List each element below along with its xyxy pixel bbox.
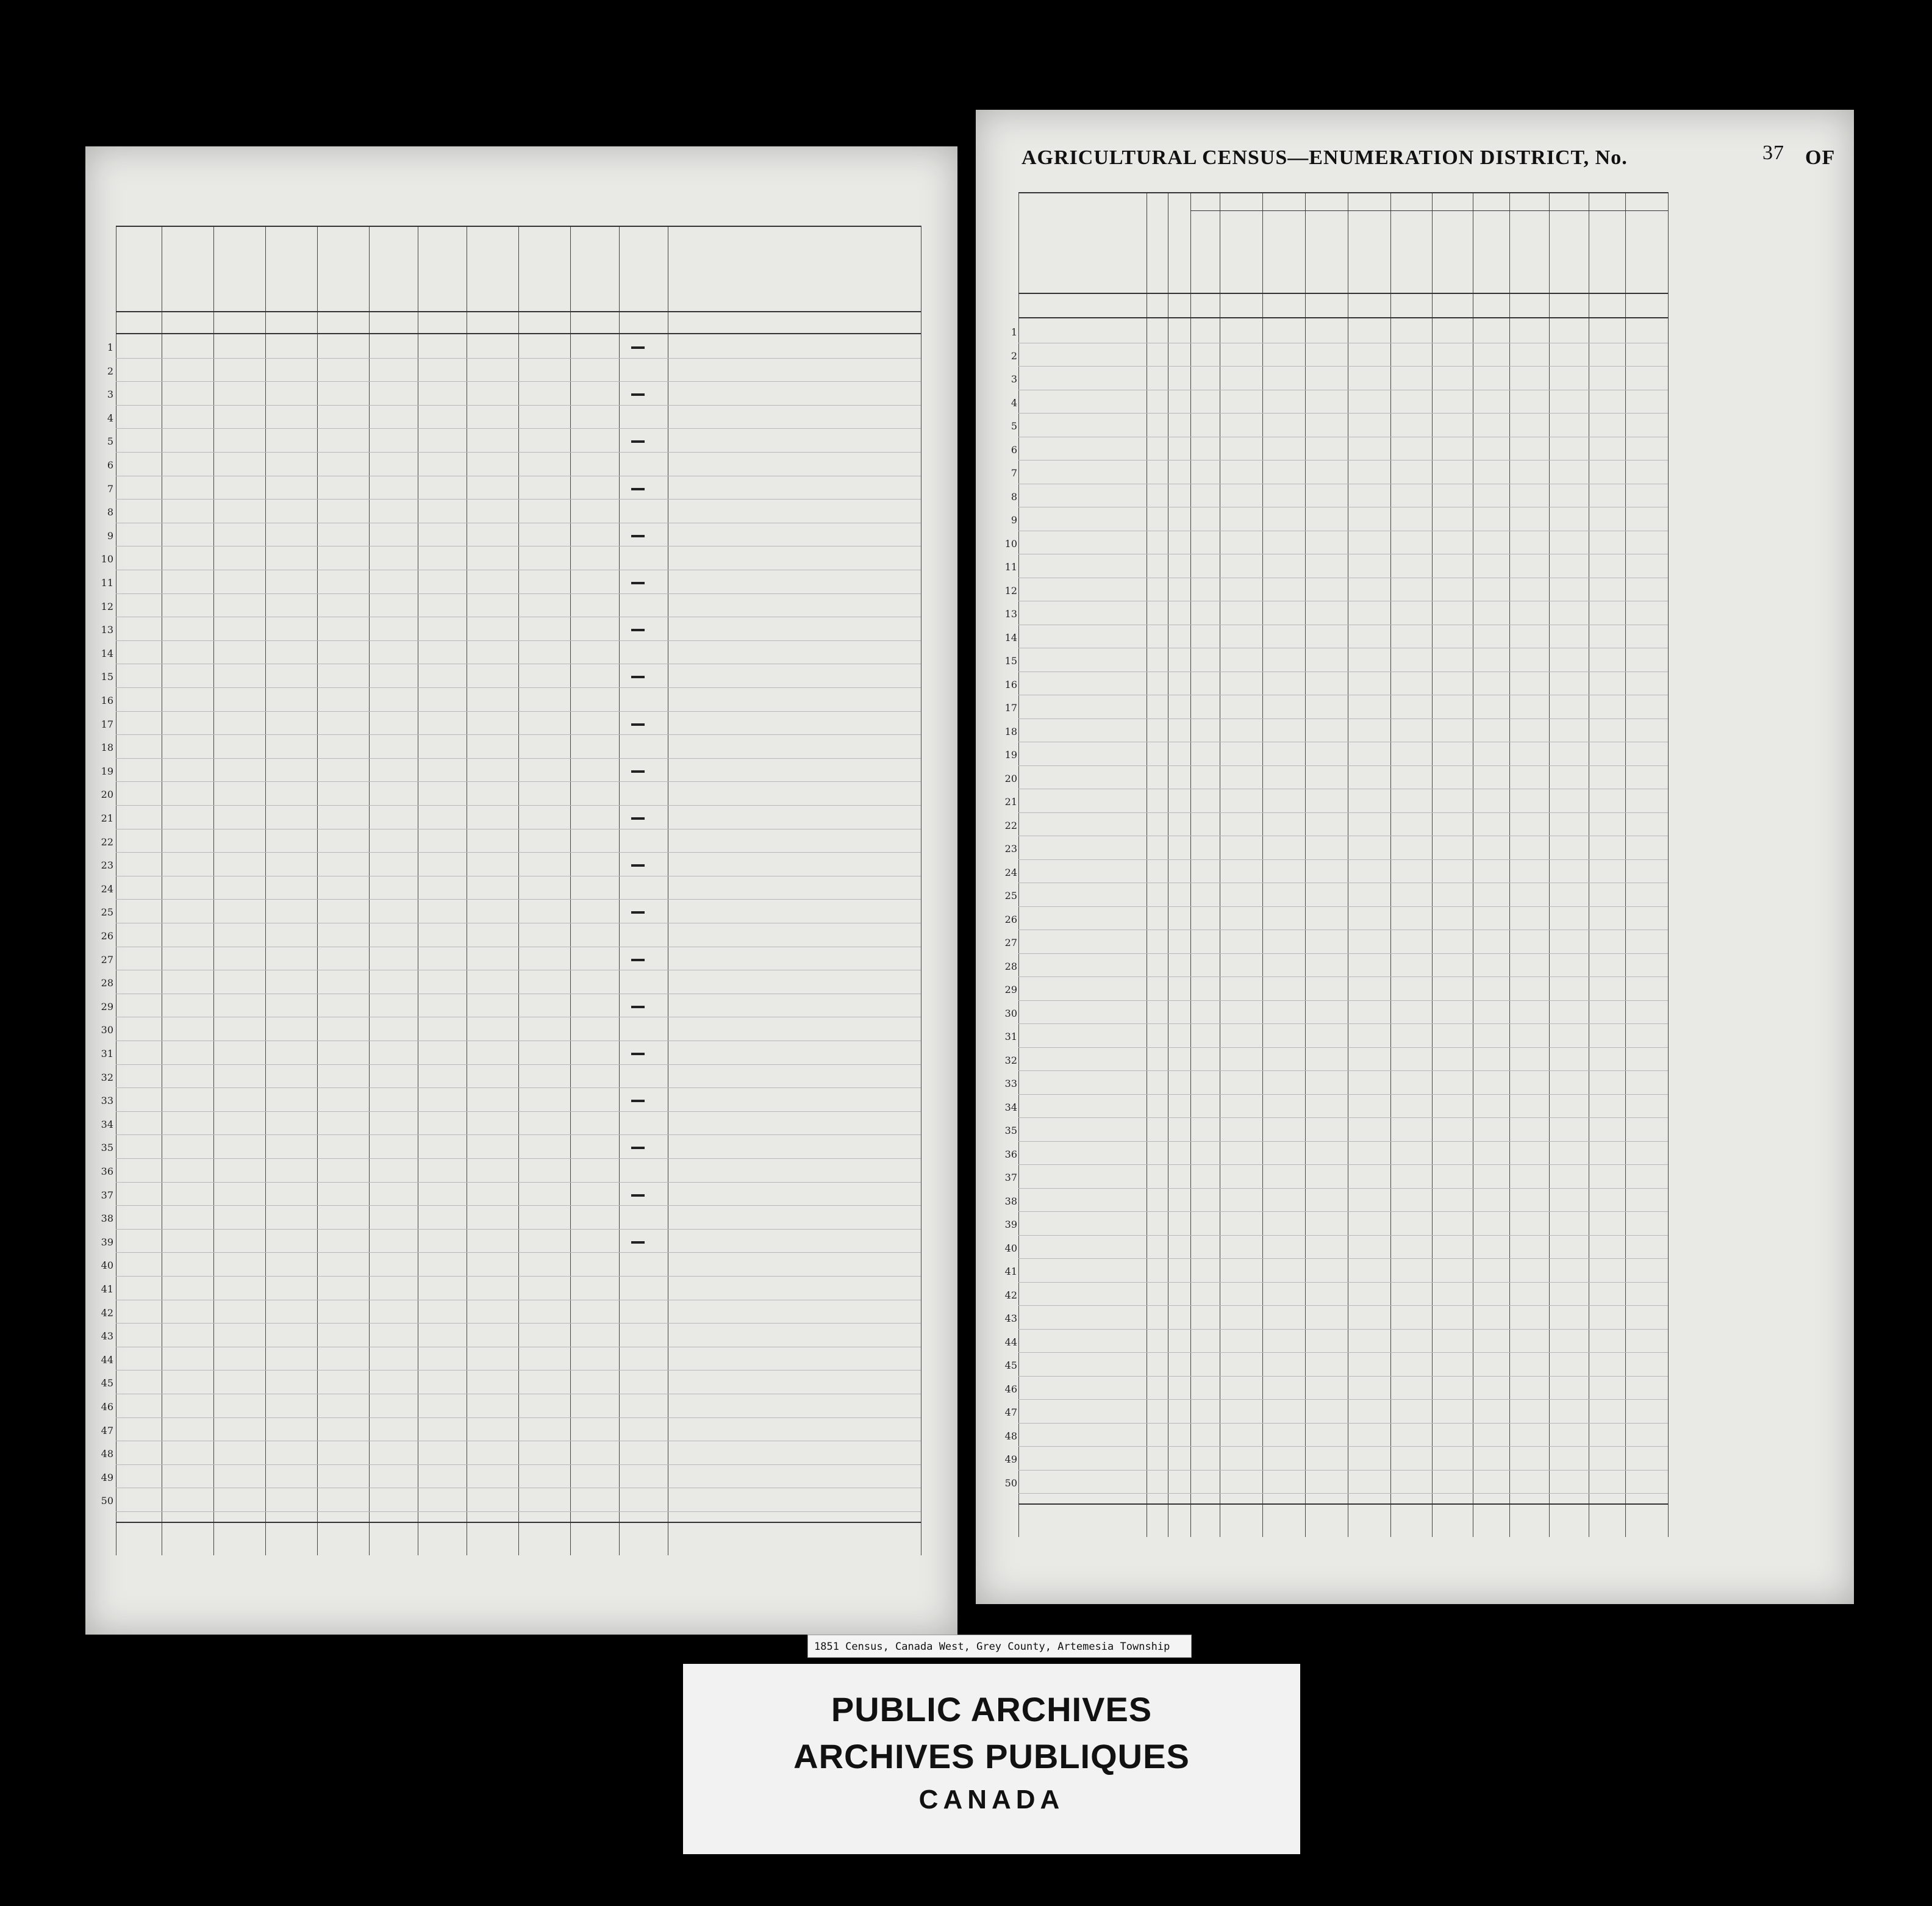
- column-rule: [369, 226, 370, 1555]
- row-rule: [1018, 1023, 1668, 1024]
- left-census-page: [85, 146, 957, 1635]
- row-rule: [1018, 413, 1668, 414]
- row-rule: [1018, 765, 1668, 766]
- row-rule: [1018, 1094, 1668, 1095]
- row-number: 1: [1011, 326, 1017, 338]
- row-number: 44: [101, 1353, 113, 1366]
- row-rule: [116, 1111, 921, 1112]
- row-number: 16: [1004, 678, 1017, 690]
- row-number: 4: [1011, 396, 1017, 409]
- row-rule: [1018, 812, 1668, 813]
- fish-tally-mark: [631, 393, 645, 396]
- row-rule: [1018, 1352, 1668, 1353]
- row-rule: [116, 1323, 921, 1324]
- row-number: 34: [101, 1118, 113, 1130]
- row-rule: [1018, 1399, 1668, 1400]
- row-number: 41: [1004, 1266, 1017, 1277]
- row-number: 50: [1004, 1477, 1017, 1489]
- row-number: 6: [107, 459, 113, 471]
- row-rule: [1018, 953, 1668, 954]
- archive-stamp-card: [683, 1664, 1300, 1854]
- totals-rule: [116, 1522, 921, 1523]
- row-number: 23: [101, 859, 113, 872]
- row-rule: [116, 358, 921, 359]
- header-rule: [1190, 210, 1668, 211]
- fish-tally-mark: [631, 582, 645, 584]
- row-rule: [1018, 1376, 1668, 1377]
- fish-tally-mark: [631, 959, 645, 961]
- fish-tally-mark: [631, 1100, 645, 1102]
- row-number: 24: [101, 883, 113, 895]
- row-rule: [1018, 1211, 1668, 1212]
- row-number: 17: [101, 718, 113, 730]
- row-rule: [1018, 1470, 1668, 1471]
- row-number: 13: [1004, 608, 1017, 620]
- row-number: 37: [101, 1189, 113, 1201]
- archive-line-3: CANADA: [918, 1785, 1065, 1815]
- row-rule: [116, 1464, 921, 1465]
- row-number: 33: [101, 1095, 113, 1107]
- row-rule: [1018, 906, 1668, 907]
- row-rule: [116, 711, 921, 712]
- column-rule: [1190, 192, 1191, 1537]
- fish-tally-mark: [631, 629, 645, 631]
- row-number: 5: [1011, 420, 1017, 432]
- row-number: 22: [101, 836, 113, 848]
- row-number: 44: [1004, 1336, 1017, 1348]
- row-rule: [116, 852, 921, 853]
- fish-tally-mark: [631, 440, 645, 443]
- fish-tally-mark: [631, 346, 645, 349]
- row-rule: [1018, 1047, 1668, 1048]
- row-number: 11: [101, 577, 113, 589]
- row-rule: [116, 781, 921, 782]
- fish-tally-mark: [631, 817, 645, 820]
- column-rule: [265, 226, 266, 1555]
- fish-tally-mark: [631, 1194, 645, 1197]
- right-census-page: [976, 110, 1854, 1604]
- row-number: 40: [101, 1259, 113, 1272]
- row-number: 30: [1004, 1007, 1017, 1019]
- column-rule: [1509, 192, 1510, 1537]
- row-number: 42: [101, 1306, 113, 1319]
- header-rule: [1018, 293, 1668, 294]
- row-number: 39: [101, 1236, 113, 1248]
- row-number: 35: [1004, 1125, 1017, 1136]
- archive-line-2: ARCHIVES PUBLIQUES: [793, 1737, 1190, 1775]
- row-number: 5: [107, 435, 113, 448]
- row-number: 21: [101, 812, 113, 824]
- row-rule: [1018, 1329, 1668, 1330]
- row-number: 43: [101, 1330, 113, 1342]
- row-rule: [116, 1511, 921, 1512]
- row-rule: [1018, 1305, 1668, 1306]
- row-number: 19: [101, 765, 113, 777]
- fish-tally-mark: [631, 676, 645, 678]
- row-number: 31: [101, 1048, 113, 1059]
- row-number: 18: [1004, 725, 1017, 737]
- row-rule: [1018, 1493, 1668, 1494]
- fish-tally-mark: [631, 535, 645, 537]
- row-number: 15: [1004, 655, 1017, 667]
- row-number: 42: [1004, 1289, 1017, 1301]
- row-number: 18: [101, 742, 113, 754]
- row-number: 2: [1011, 349, 1017, 362]
- row-number: 48: [1004, 1430, 1017, 1442]
- row-rule: [116, 640, 921, 641]
- row-rule: [116, 499, 921, 500]
- column-rule: [570, 226, 571, 1555]
- row-number: 38: [1004, 1195, 1017, 1207]
- row-number: 49: [1004, 1453, 1017, 1465]
- row-rule: [116, 805, 921, 806]
- row-number: 14: [101, 647, 113, 659]
- fish-tally-mark: [631, 911, 645, 914]
- row-number: 34: [1004, 1101, 1017, 1113]
- row-rule: [1018, 1117, 1668, 1118]
- row-rule: [116, 1087, 921, 1088]
- row-rule: [1018, 718, 1668, 719]
- fish-tally-mark: [631, 770, 645, 773]
- column-rule: [518, 226, 519, 1555]
- row-number: 10: [1004, 537, 1017, 550]
- row-number: 31: [1004, 1031, 1017, 1042]
- fish-tally-mark: [631, 723, 645, 726]
- header-rule: [1018, 192, 1668, 193]
- row-rule: [1018, 1282, 1668, 1283]
- row-number: 36: [1004, 1148, 1017, 1160]
- row-number: 32: [101, 1071, 113, 1083]
- row-number: 20: [1004, 772, 1017, 784]
- row-number: 35: [101, 1142, 113, 1154]
- column-rule: [1305, 192, 1306, 1537]
- row-number: 6: [1011, 443, 1017, 456]
- row-rule: [1018, 1446, 1668, 1447]
- column-rule: [1549, 192, 1550, 1537]
- row-number: 7: [1011, 467, 1017, 479]
- row-rule: [1018, 1070, 1668, 1071]
- header-rule: [116, 333, 921, 334]
- row-number: 40: [1004, 1242, 1017, 1254]
- row-rule: [1018, 1258, 1668, 1259]
- row-number: 33: [1004, 1078, 1017, 1089]
- page-title: AGRICULTURAL CENSUS—ENUMERATION DISTRICT, No.: [1021, 146, 1628, 169]
- row-number: 1: [107, 342, 113, 353]
- row-number: 20: [101, 789, 113, 801]
- row-rule: [116, 1276, 921, 1277]
- row-rule: [116, 593, 921, 594]
- row-rule: [1018, 1188, 1668, 1189]
- row-rule: [1018, 1235, 1668, 1236]
- row-number: 27: [101, 953, 113, 966]
- row-number: 24: [1004, 866, 1017, 878]
- row-rule: [1018, 1000, 1668, 1001]
- row-rule: [116, 1134, 921, 1135]
- column-rule: [317, 226, 318, 1555]
- fish-tally-mark: [631, 1006, 645, 1008]
- row-number: 46: [1004, 1383, 1017, 1395]
- row-rule: [116, 1417, 921, 1418]
- row-number: 50: [101, 1495, 113, 1507]
- row-number: 48: [101, 1448, 113, 1460]
- row-number: 45: [1004, 1360, 1017, 1371]
- row-number: 36: [101, 1166, 113, 1177]
- row-number: 3: [107, 389, 113, 401]
- page-of: OF: [1805, 146, 1836, 169]
- column-rule: [1018, 192, 1019, 1537]
- row-number: 8: [1011, 490, 1017, 503]
- row-rule: [116, 1064, 921, 1065]
- row-number: 22: [1004, 819, 1017, 831]
- row-number: 12: [101, 600, 113, 612]
- row-number: 3: [1011, 373, 1017, 385]
- row-rule: [116, 1229, 921, 1230]
- page-number: 37: [1762, 142, 1784, 164]
- fish-tally-mark: [631, 1241, 645, 1244]
- row-number: 41: [101, 1283, 113, 1295]
- row-number: 26: [101, 930, 113, 942]
- row-number: 28: [1004, 960, 1017, 972]
- row-number: 25: [101, 906, 113, 919]
- row-number: 32: [1004, 1054, 1017, 1066]
- column-rule: [1390, 192, 1391, 1537]
- row-number: 16: [101, 695, 113, 706]
- row-number: 38: [101, 1213, 113, 1225]
- row-rule: [116, 381, 921, 382]
- fish-tally-mark: [631, 864, 645, 867]
- row-rule: [116, 1182, 921, 1183]
- row-number: 47: [101, 1424, 113, 1436]
- row-number: 12: [1004, 584, 1017, 597]
- row-number: 29: [101, 1000, 113, 1012]
- row-number: 9: [107, 529, 113, 542]
- row-rule: [116, 1158, 921, 1159]
- row-rule: [116, 428, 921, 429]
- fish-tally-mark: [631, 488, 645, 490]
- row-number: 43: [1004, 1313, 1017, 1324]
- column-rule: [213, 226, 214, 1555]
- row-number: 7: [107, 482, 113, 495]
- row-rule: [116, 452, 921, 453]
- row-number: 49: [101, 1471, 113, 1483]
- row-number: 9: [1011, 514, 1017, 526]
- row-number: 28: [101, 977, 113, 989]
- row-number: 13: [101, 624, 113, 636]
- row-number: 30: [101, 1024, 113, 1036]
- row-number: 8: [107, 506, 113, 518]
- row-rule: [116, 1205, 921, 1206]
- fish-tally-mark: [631, 1053, 645, 1055]
- header-rule: [116, 226, 921, 227]
- row-number: 17: [1004, 702, 1017, 714]
- row-rule: [1018, 1141, 1668, 1142]
- column-rule: [619, 226, 620, 1555]
- column-rule: [1262, 192, 1263, 1537]
- row-number: 37: [1004, 1172, 1017, 1183]
- fish-tally-mark: [631, 1147, 645, 1149]
- row-number: 21: [1004, 796, 1017, 808]
- row-rule: [116, 899, 921, 900]
- archive-line-1: PUBLIC ARCHIVES: [831, 1690, 1153, 1729]
- row-number: 45: [101, 1377, 113, 1389]
- row-rule: [1018, 1423, 1668, 1424]
- row-number: 25: [1004, 890, 1017, 901]
- row-rule: [116, 405, 921, 406]
- row-number: 27: [1004, 937, 1017, 948]
- header-rule: [1018, 317, 1668, 318]
- column-rule: [1668, 192, 1669, 1537]
- row-rule: [116, 734, 921, 735]
- film-label: 1851 Census, Canada West, Grey County, Artemesia Township: [807, 1635, 1192, 1658]
- row-number: 26: [1004, 913, 1017, 925]
- row-number: 47: [1004, 1406, 1017, 1418]
- row-rule: [116, 758, 921, 759]
- row-rule: [1018, 1164, 1668, 1165]
- row-number: 11: [1004, 561, 1017, 573]
- row-number: 39: [1004, 1219, 1017, 1230]
- row-number: 15: [101, 671, 113, 683]
- header-rule: [116, 311, 921, 312]
- column-rule: [1625, 192, 1626, 1537]
- row-number: 2: [107, 365, 113, 377]
- row-rule: [1018, 859, 1668, 860]
- row-rule: [1018, 366, 1668, 367]
- row-number: 4: [107, 412, 113, 424]
- row-number: 10: [101, 553, 113, 565]
- row-number: 19: [1004, 749, 1017, 761]
- column-rule: [1432, 192, 1433, 1537]
- row-rule: [116, 687, 921, 688]
- row-rule: [116, 1252, 921, 1253]
- row-rule: [1018, 976, 1668, 977]
- row-number: 29: [1004, 984, 1017, 995]
- totals-rule: [1018, 1503, 1668, 1505]
- row-number: 14: [1004, 631, 1017, 643]
- row-number: 23: [1004, 843, 1017, 854]
- row-number: 46: [101, 1401, 113, 1413]
